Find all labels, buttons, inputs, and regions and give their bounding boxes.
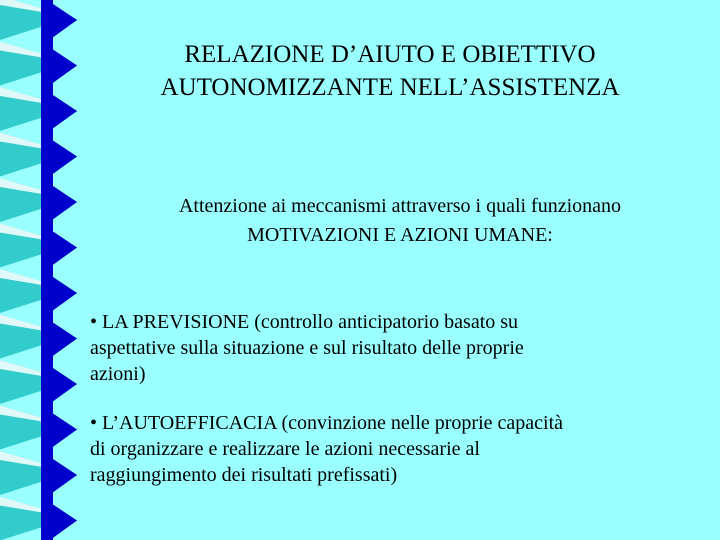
border-triangle-tip [53, 323, 77, 355]
bullet-1-line-3: azioni) [90, 363, 146, 385]
intro-line-1: Attenzione ai meccanismi attraverso i quali funzionano [178, 195, 622, 217]
border-triangle-tip [53, 186, 77, 218]
bullet-1-line-1: • LA PREVISIONE (controllo anticipatorio basato su [90, 311, 519, 333]
bullet-2-line-1: • L’AUTOEFFICACIA (convinzione nelle proprie capacità [90, 412, 563, 434]
border-triangle-tip [53, 4, 77, 36]
border-triangle-tip [53, 505, 77, 537]
border-triangle-tip [53, 232, 77, 264]
border-triangle-tip [53, 459, 77, 491]
border-triangle-tip [53, 277, 77, 309]
intro-text [100, 192, 700, 250]
slide-title [90, 38, 690, 104]
bullet-2-line-2: di organizzare e realizzare le azioni necessarie al [90, 438, 480, 460]
decorative-left-border [0, 0, 90, 540]
border-triangle-tip [53, 50, 77, 82]
border-triangle-tip [53, 414, 77, 446]
bullet-previsione [90, 309, 675, 387]
border-triangle-tip [53, 368, 77, 400]
border-triangle-tip [53, 141, 77, 173]
border-triangle-tip [53, 95, 77, 127]
border-bar [41, 0, 53, 540]
intro-line-2: MOTIVAZIONI E AZIONI UMANE: [247, 224, 553, 246]
bullet-autoefficacia [90, 410, 675, 488]
bullet-1-line-2: aspettative sulla situazione e sul risultato delle proprie [90, 337, 524, 359]
bullet-2-line-3: raggiungimento dei risultati prefissati) [90, 464, 398, 486]
title-line-2: AUTONOMIZZANTE NELL’ASSISTENZA [160, 74, 620, 101]
title-line-1: RELAZIONE D’AIUTO E OBIETTIVO [184, 41, 596, 68]
